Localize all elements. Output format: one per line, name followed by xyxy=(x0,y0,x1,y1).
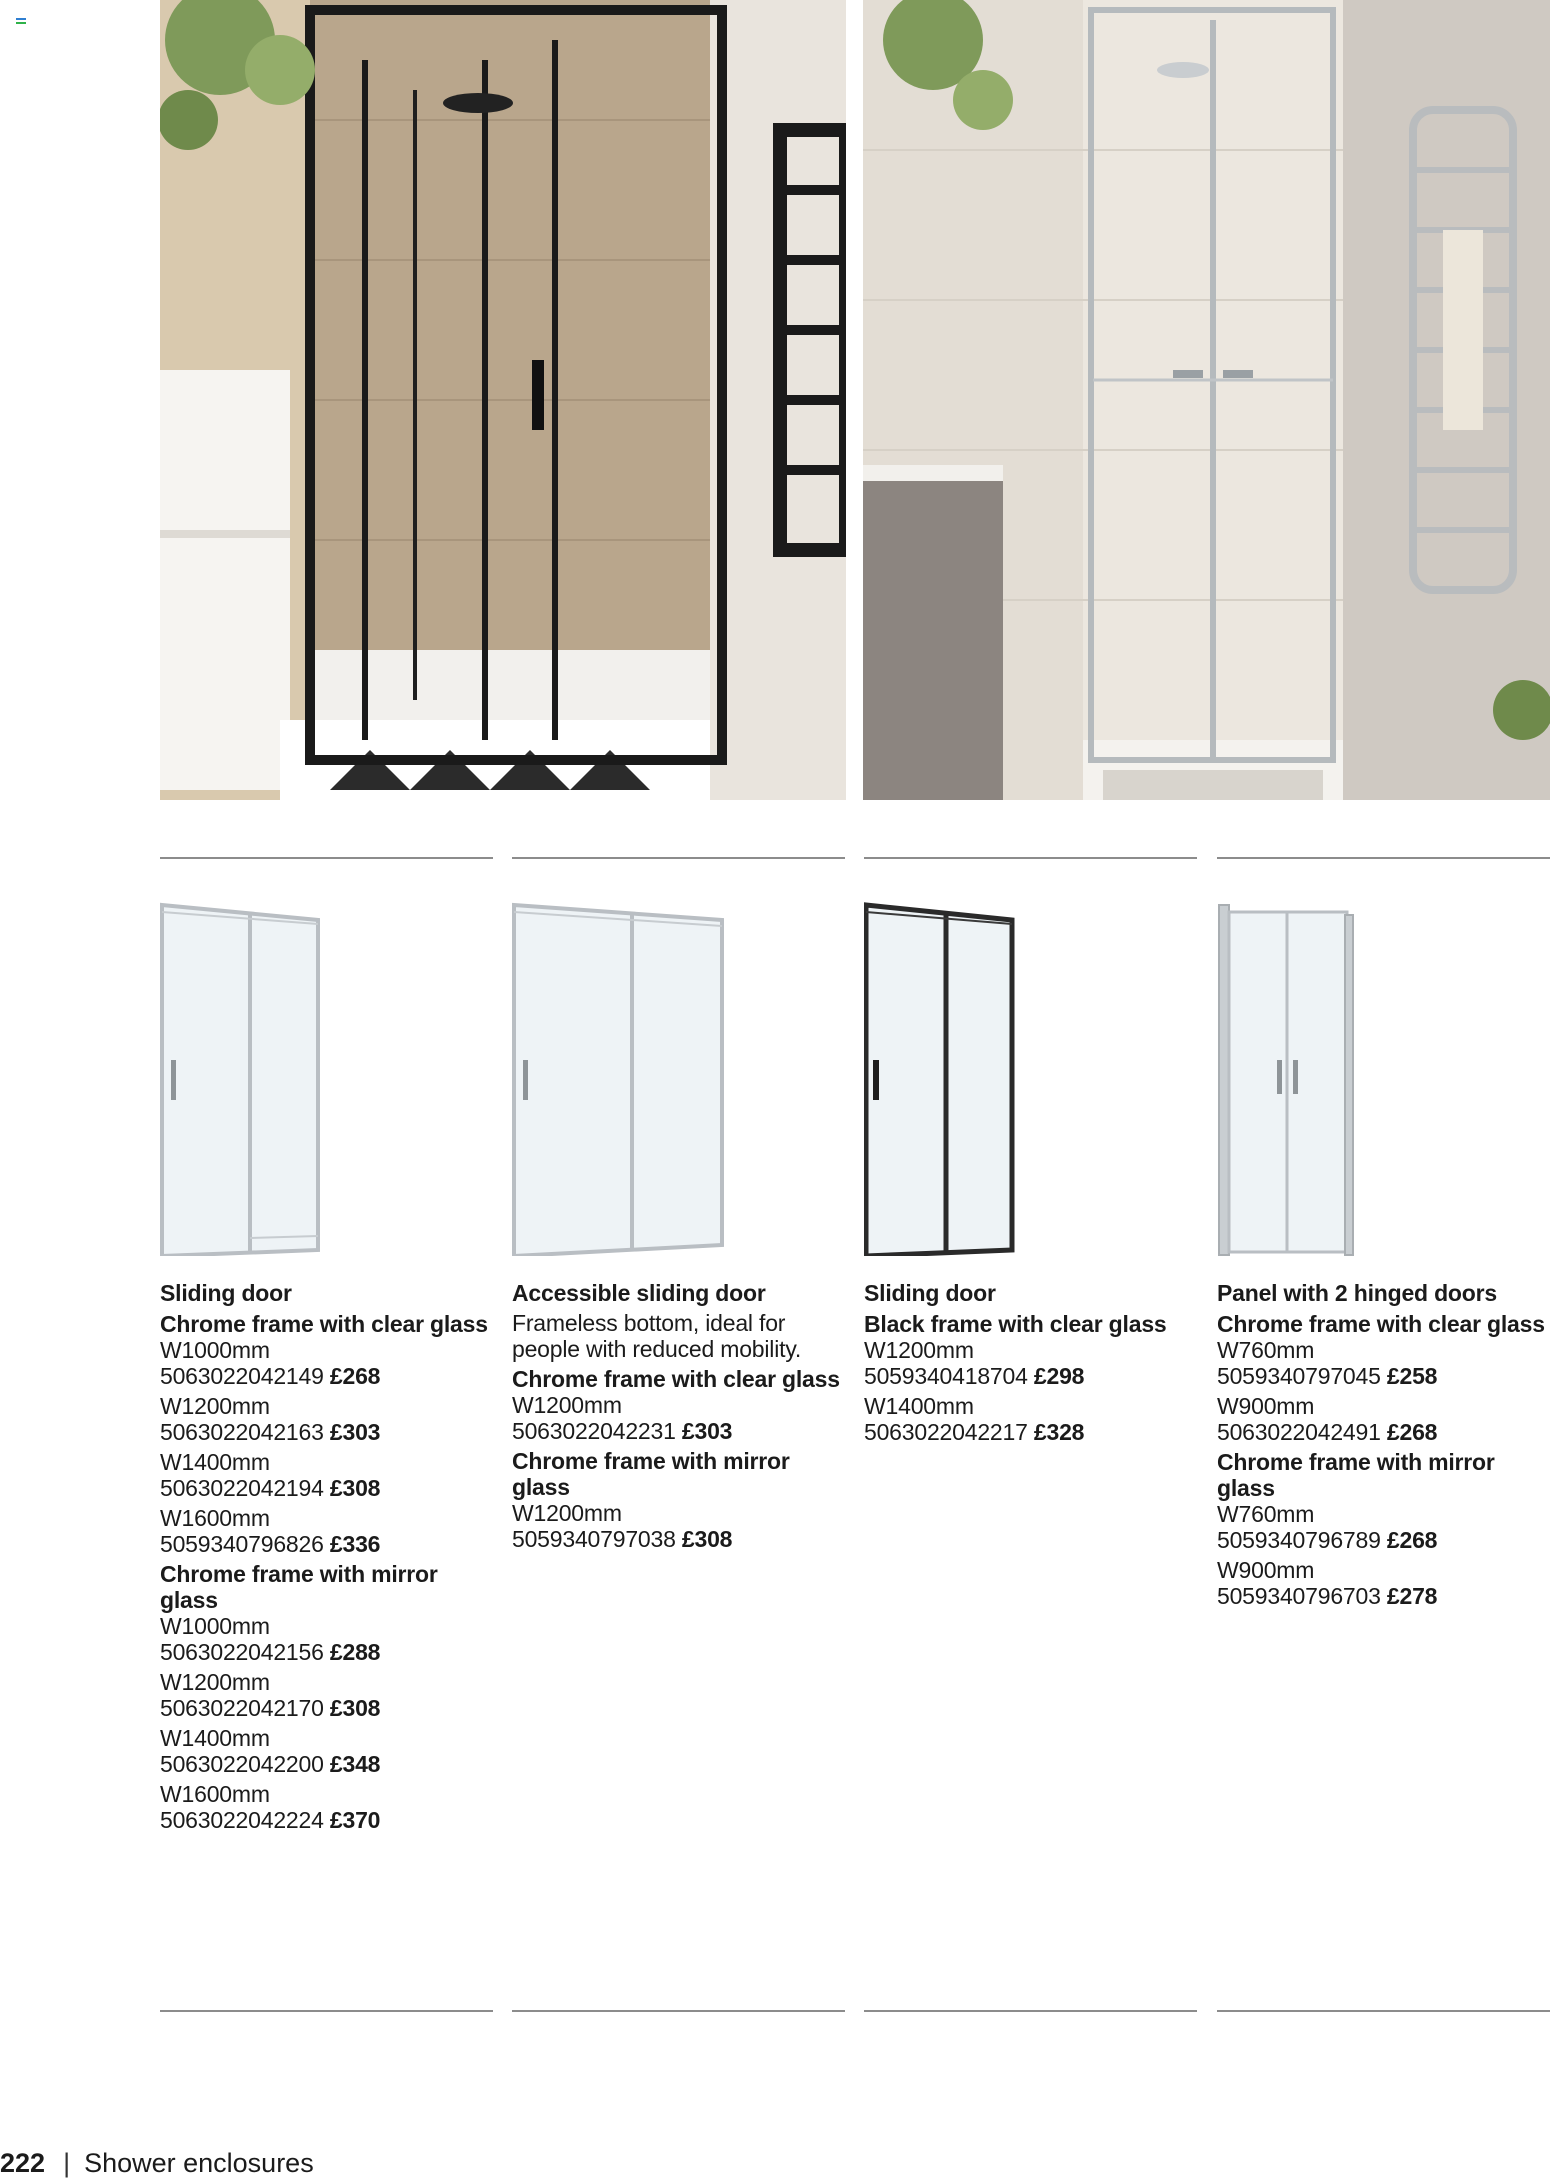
product-info-hinged-doors xyxy=(1217,1280,1550,1613)
variant-size: W1000mm xyxy=(160,1337,270,1363)
variant-code: 5059340796703 xyxy=(1217,1583,1381,1609)
variant-price: £308 xyxy=(329,1475,381,1501)
variant-code: 5063022042156 xyxy=(160,1639,324,1665)
variant-price: £308 xyxy=(681,1526,733,1552)
product-title: Accessible sliding door xyxy=(512,1280,766,1306)
variant-size: W760mm xyxy=(1217,1337,1315,1363)
column-bottom-rule xyxy=(160,2010,493,2012)
color-marker xyxy=(16,18,26,26)
variant-code: 5063022042200 xyxy=(160,1751,324,1777)
variant-code: 5059340797038 xyxy=(512,1526,676,1552)
product-image-accessible-sliding-door xyxy=(512,900,845,1256)
product-group xyxy=(1217,1311,1550,1445)
section-title: Shower enclosures xyxy=(84,2148,314,2178)
product-group xyxy=(1217,1449,1550,1609)
variant xyxy=(160,1725,500,1777)
variant-size: W1200mm xyxy=(160,1669,270,1695)
variant xyxy=(160,1337,500,1389)
variant xyxy=(1217,1393,1550,1445)
product-group xyxy=(512,1448,852,1552)
product-title: Sliding door xyxy=(160,1280,292,1306)
column-top-rule xyxy=(1217,857,1550,859)
variant-code: 5059340796826 xyxy=(160,1531,324,1557)
variant-size: W1400mm xyxy=(160,1449,270,1475)
variant-code: 5063022042224 xyxy=(160,1807,324,1833)
variant xyxy=(160,1669,500,1721)
variant-price: £308 xyxy=(329,1695,381,1721)
variant xyxy=(512,1392,852,1444)
variant xyxy=(160,1505,500,1557)
group-title: Chrome frame with clear glass xyxy=(1217,1311,1545,1337)
variant xyxy=(1217,1557,1550,1609)
variant-size: W1600mm xyxy=(160,1505,270,1531)
variant-size: W900mm xyxy=(1217,1557,1315,1583)
variant-price: £278 xyxy=(1386,1583,1438,1609)
variant-code: 5063022042170 xyxy=(160,1695,324,1721)
footer-separator: | xyxy=(63,2148,71,2178)
variant-price: £268 xyxy=(1386,1527,1438,1553)
variant xyxy=(160,1613,500,1665)
variant-price: £258 xyxy=(1386,1363,1438,1389)
variant xyxy=(1217,1501,1550,1553)
variant-code: 5059340796789 xyxy=(1217,1527,1381,1553)
product-info-accessible-sliding-door xyxy=(512,1280,852,1556)
variant-size: W900mm xyxy=(1217,1393,1315,1419)
product-image-sliding-door-black xyxy=(864,900,1197,1256)
variant-price: £268 xyxy=(1386,1419,1438,1445)
variant-price: £370 xyxy=(329,1807,381,1833)
product-image-hinged-doors xyxy=(1217,900,1550,1256)
group-title: Chrome frame with clear glass xyxy=(512,1366,840,1392)
variant-size: W1400mm xyxy=(160,1725,270,1751)
variant-price: £288 xyxy=(329,1639,381,1665)
variant xyxy=(864,1337,1204,1389)
lifestyle-photo-black-sliding-door xyxy=(160,0,846,800)
product-group xyxy=(160,1561,500,1833)
column-bottom-rule xyxy=(1217,2010,1550,2012)
product-title: Sliding door xyxy=(864,1280,996,1306)
variant xyxy=(864,1393,1204,1445)
variant-size: W1200mm xyxy=(864,1337,974,1363)
group-title: Chrome frame with mirror glass xyxy=(160,1561,438,1613)
column-top-rule xyxy=(864,857,1197,859)
variant-price: £268 xyxy=(329,1363,381,1389)
variant-code: 5059340797045 xyxy=(1217,1363,1381,1389)
variant-size: W1200mm xyxy=(512,1392,622,1418)
variant-price: £298 xyxy=(1033,1363,1085,1389)
product-title: Panel with 2 hinged doors xyxy=(1217,1280,1497,1306)
page-footer xyxy=(0,2148,314,2178)
variant-size: W1600mm xyxy=(160,1781,270,1807)
variant-size: W1400mm xyxy=(864,1393,974,1419)
group-title: Chrome frame with mirror glass xyxy=(512,1448,790,1500)
variant-code: 5059340418704 xyxy=(864,1363,1028,1389)
column-top-rule xyxy=(512,857,845,859)
variant-code: 5063022042231 xyxy=(512,1418,676,1444)
variant-code: 5063022042149 xyxy=(160,1363,324,1389)
variant xyxy=(160,1781,500,1833)
variant xyxy=(512,1500,852,1552)
variant-code: 5063022042194 xyxy=(160,1475,324,1501)
product-group xyxy=(512,1366,852,1444)
variant-size: W1000mm xyxy=(160,1613,270,1639)
column-top-rule xyxy=(160,857,493,859)
variant-code: 5063022042491 xyxy=(1217,1419,1381,1445)
page-number: 222 xyxy=(0,2148,46,2178)
variant-code: 5063022042217 xyxy=(864,1419,1028,1445)
variant-price: £348 xyxy=(329,1751,381,1777)
variant-size: W1200mm xyxy=(512,1500,622,1526)
product-image-sliding-door-chrome xyxy=(160,900,493,1256)
lifestyle-photo-chrome-hinged-doors xyxy=(863,0,1550,800)
variant-price: £328 xyxy=(1033,1419,1085,1445)
column-bottom-rule xyxy=(512,2010,845,2012)
column-bottom-rule xyxy=(864,2010,1197,2012)
variant-size: W760mm xyxy=(1217,1501,1315,1527)
variant xyxy=(1217,1337,1550,1389)
variant-price: £303 xyxy=(681,1418,733,1444)
product-info-sliding-door-chrome xyxy=(160,1280,500,1837)
group-title: Chrome frame with clear glass xyxy=(160,1311,488,1337)
product-info-sliding-door-black xyxy=(864,1280,1204,1449)
variant xyxy=(160,1449,500,1501)
product-description: Frameless bottom, ideal for people with reduced mobility. xyxy=(512,1310,802,1362)
group-title: Black frame with clear glass xyxy=(864,1311,1167,1337)
group-title: Chrome frame with mirror glass xyxy=(1217,1449,1495,1501)
variant xyxy=(160,1393,500,1445)
product-group xyxy=(864,1311,1204,1445)
variant-code: 5063022042163 xyxy=(160,1419,324,1445)
variant-price: £303 xyxy=(329,1419,381,1445)
variant-price: £336 xyxy=(329,1531,381,1557)
product-group xyxy=(160,1311,500,1557)
variant-size: W1200mm xyxy=(160,1393,270,1419)
